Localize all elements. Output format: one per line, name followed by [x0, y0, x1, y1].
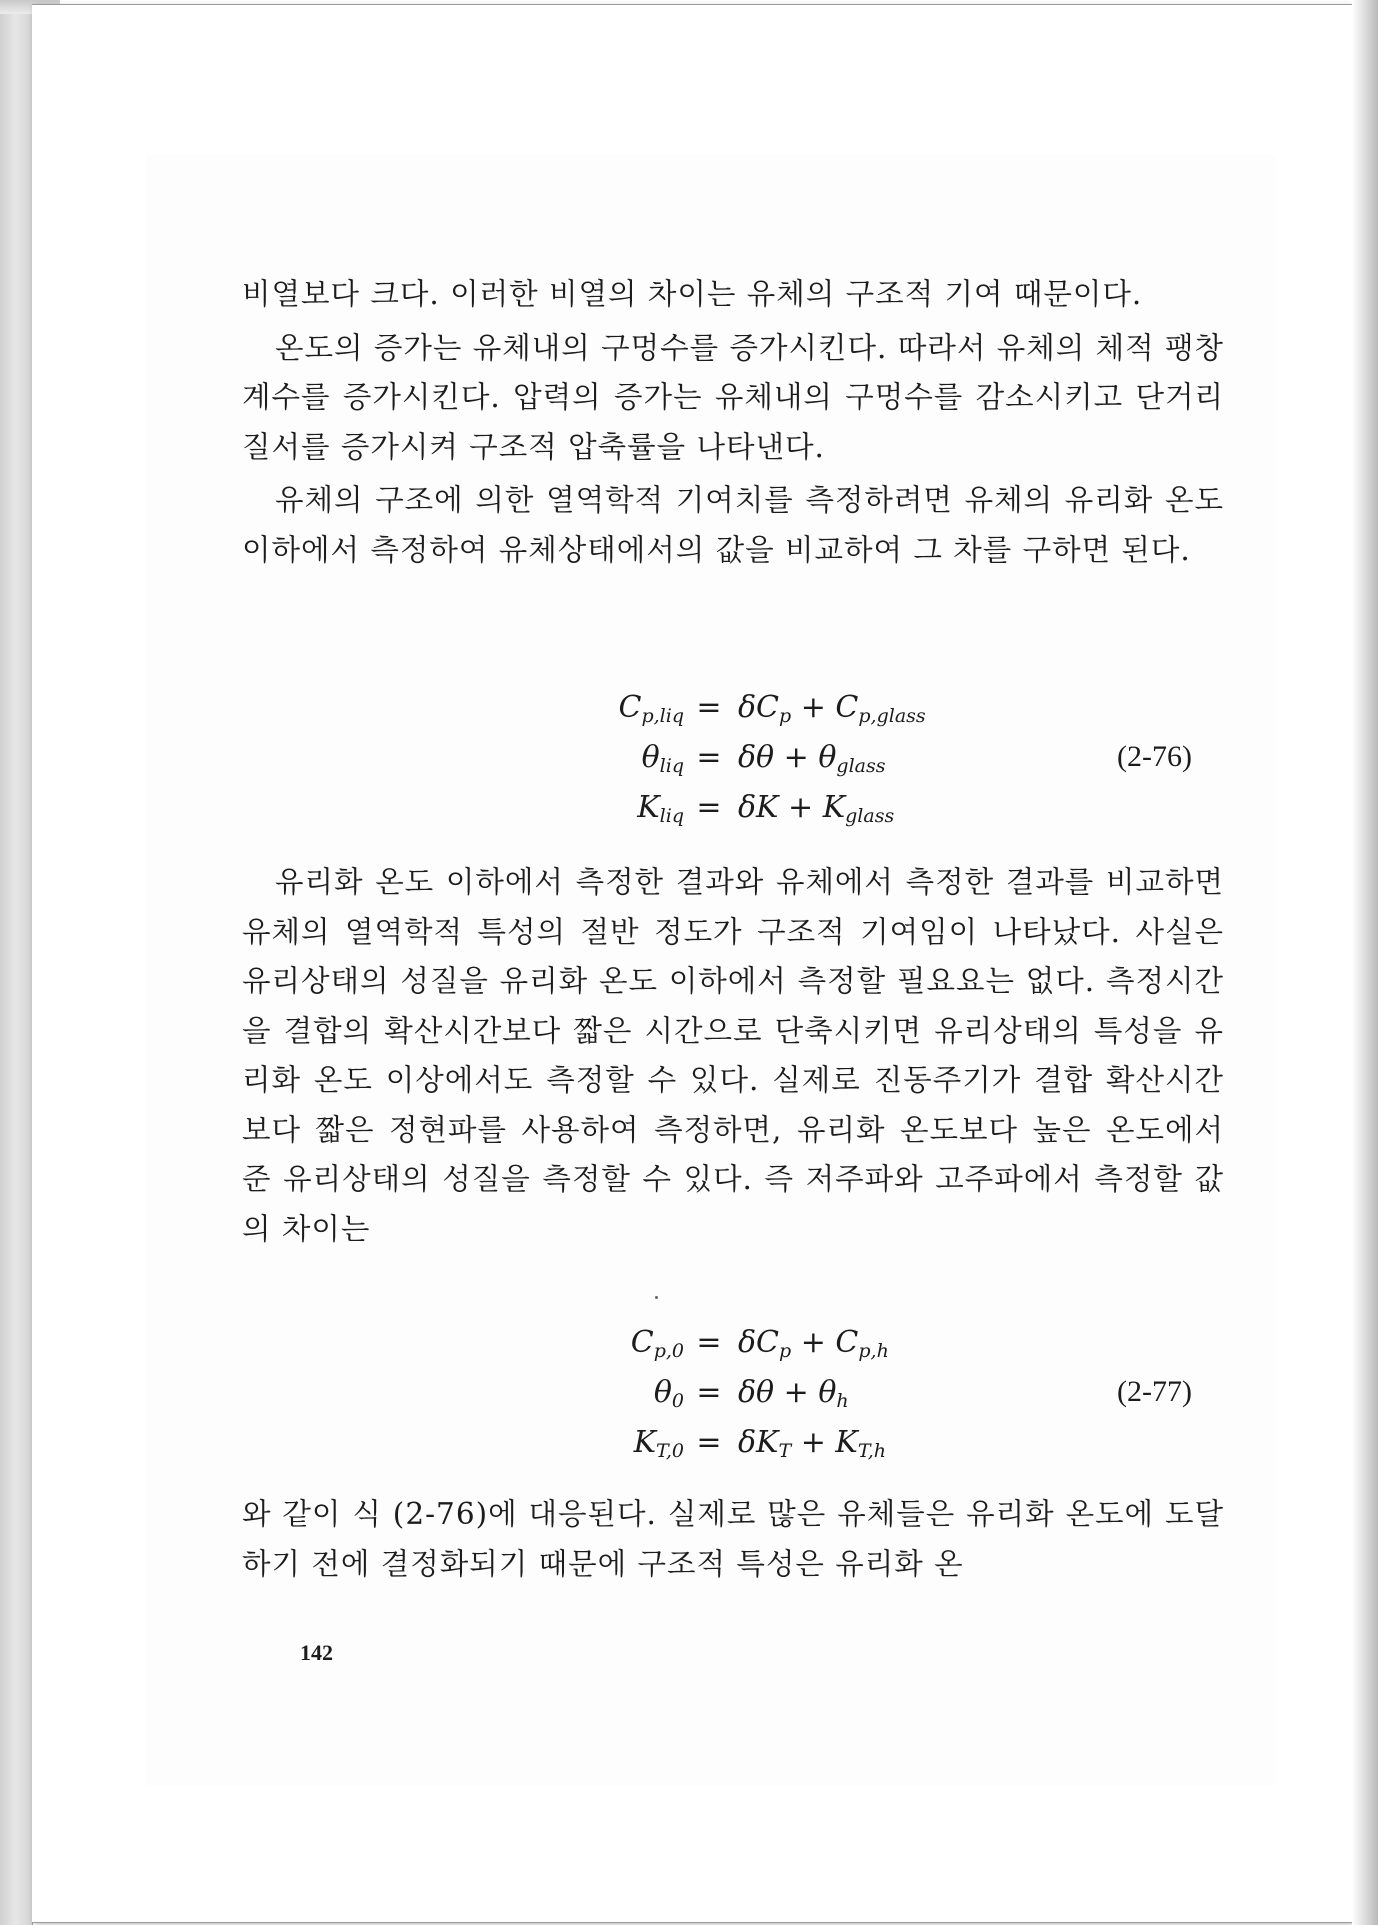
equation-lhs: $C_{p,0}$ [630, 1325, 684, 1362]
text-block-middle [242, 858, 1224, 1254]
equals-sign: = [696, 790, 722, 825]
equation-line [242, 1375, 1224, 1415]
book-spine [0, 0, 33, 1925]
equation-number: (2-76) [1117, 740, 1192, 773]
page-number: 142 [300, 1640, 333, 1665]
equation-line [242, 790, 1224, 830]
equation-line [242, 1325, 1224, 1365]
equation-rhs: $\delta\theta + \theta_h$ [738, 1375, 849, 1412]
paragraph-4: 유리화 온도 이하에서 측정한 결과와 유체에서 측정한 결과를 비교하면 유체의 열역학적 특성의 절반 정도가 구조적 기여임이 나타났다. 사실은 유리상태의 성질을 유리화 온도 이하에서 측정할 필요요는 없다. 측정시간을 결합의 확산시간보다 짧은 시간으로 단축시키면 유리상태의 특성을 유리화 온도 이상에서도 측정할 수 있다. 실제로 진동주기가 결합 확산시간보다 짧은 정현파를 사용하여 측정하면, 유리화 온도보다 높은 온도에서 준 유리상태의 성질을 측정할 수 있다. 즉 저주파와 고주파에서 측정할 값의 차이는 [242, 865, 1224, 1246]
equation-lhs: $K_{liq}$ [637, 790, 684, 827]
equation-lhs: $C_{p,liq}$ [618, 690, 684, 727]
equation-rhs: $\delta K_T + K_{T,h}$ [738, 1425, 886, 1462]
equation-2-76 [242, 690, 1224, 840]
paragraph-2: 온도의 증가는 유체내의 구멍수를 증가시킨다. 따라서 유체의 체적 팽창계수를 증가시킨다. 압력의 증가는 유체내의 구멍수를 감소시키고 단거리 질서를 증가시켜 구조적 압축률을 나타낸다. [242, 330, 1224, 464]
equation-lhs: $K_{T,0}$ [633, 1425, 684, 1462]
page-edge-shadow [1352, 0, 1378, 1925]
equation-rhs: $\delta K + K_{glass}$ [738, 790, 895, 827]
equals-sign: = [696, 1325, 722, 1360]
equation-rhs: $\delta C_p + C_{p,glass}$ [738, 690, 926, 727]
equation-line [242, 1425, 1224, 1465]
equation-rhs: $\delta\theta + \theta_{glass}$ [738, 740, 886, 777]
equals-sign: = [696, 1375, 722, 1410]
equation-line [242, 740, 1224, 780]
equation-number: (2-77) [1117, 1375, 1192, 1408]
equation-line [242, 690, 1224, 730]
paragraph-3: 유체의 구조에 의한 열역학적 기여치를 측정하려면 유체의 유리화 온도 이하에서 측정하여 유체상태에서의 값을 비교하여 그 차를 구하면 된다. [242, 483, 1224, 567]
equation-lhs: $\theta_{liq}$ [641, 740, 684, 777]
text-block-top [242, 270, 1224, 575]
paragraph-5: 와 같이 식 (2-76)에 대응된다. 실제로 많은 유체들은 유리화 온도에 도달하기 전에 결정화되기 때문에 구조적 특성은 유리화 온 [242, 1497, 1224, 1581]
equation-2-77 [242, 1325, 1224, 1475]
equation-rhs: $\delta C_p + C_{p,h}$ [738, 1325, 889, 1362]
equals-sign: = [696, 740, 722, 775]
equals-sign: = [696, 1425, 722, 1460]
text-block-bottom [242, 1490, 1224, 1589]
equation-lhs: $\theta_0$ [653, 1375, 684, 1412]
scan-speck [655, 1296, 658, 1299]
equals-sign: = [696, 690, 722, 725]
paragraph-1: 비열보다 크다. 이러한 비열의 차이는 유체의 구조적 기여 때문이다. [242, 277, 1143, 311]
